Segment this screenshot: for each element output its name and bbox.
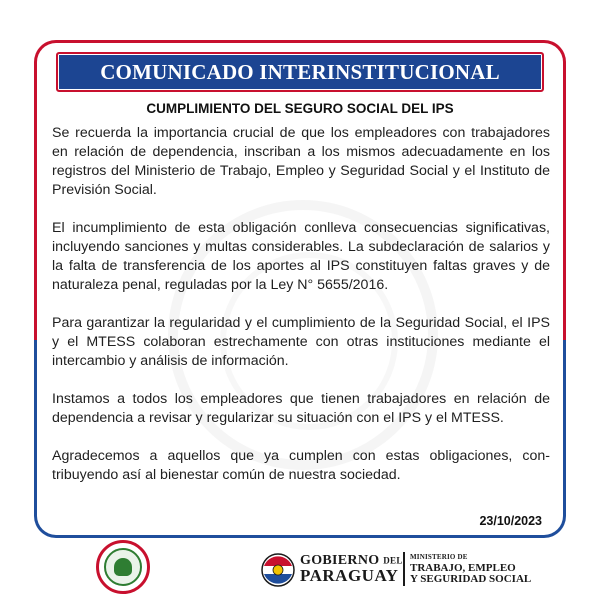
paraguay-text: PARAGUAY — [300, 566, 399, 586]
logo-divider — [403, 552, 405, 586]
page-subtitle: CUMPLIMIENTO DEL SEGURO SOCIAL DEL IPS — [146, 101, 454, 116]
ministerio-logo — [410, 552, 531, 585]
del-text: DEL — [383, 555, 403, 566]
page-title: COMUNICADO INTERINSTITUCIONAL — [100, 59, 500, 84]
ministerio-line1: MINISTERIO DE — [410, 553, 468, 561]
ips-seal-icon — [96, 540, 150, 594]
gobierno-paraguay-logo — [300, 553, 403, 586]
paragraph-3: Para garantizar la regularidad y el cumplimiento de la Seguridad Social, el IPS y el MTESS colaboran estrechamente con otras instituciones mediante el intercambio y análisis de información. — [52, 315, 550, 369]
paragraph-4: Instamos a todos los empleadores que tienen trabajadores en relación de dependencia a revisar y regularizar su situación con el IPS y el MTESS. — [52, 391, 550, 426]
ips-figure-icon — [114, 558, 132, 576]
title-banner — [56, 52, 544, 92]
paragraph-5: Agradecemos a aquellos que ya cumplen con estas obligaciones, contribuyendo así al bienestar común de nuestra sociedad. — [52, 448, 550, 483]
ips-seal-inner — [104, 548, 142, 586]
body-text — [52, 124, 550, 504]
paragraph-2: El incumplimiento de esta obligación conlleva consecuencias significativas, incluyendo sanciones y multas considerables. La subdeclaración de salarios y la falta de transferencia de los aportes al IPS constituyen faltas graves y de naturaleza penal, reguladas por la Ley N° 5655/2016. — [52, 220, 550, 293]
gobierno-text: GOBIERNO — [300, 553, 380, 568]
ministerio-line3: Y SEGURIDAD SOCIAL — [410, 573, 532, 585]
paraguay-seal-icon — [260, 552, 296, 588]
paragraph-1: Se recuerda la importancia crucial de que los empleadores con trabajadores en relación de dependencia, inscriban a los mismos adecuadamente en los registros del Ministerio de Trabajo, Empleo y Seguridad Social y el Instituto de Previsión Social. — [52, 125, 550, 198]
document-date: 23/10/2023 — [479, 514, 542, 528]
ministerio-line2: TRABAJO, EMPLEO — [410, 562, 516, 574]
